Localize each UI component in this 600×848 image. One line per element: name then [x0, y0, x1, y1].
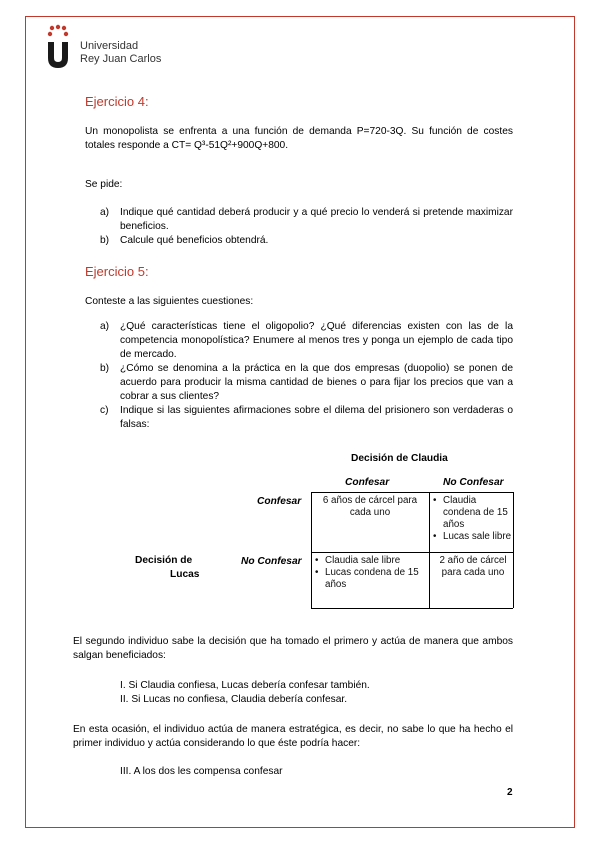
ejercicio-4-list [85, 206, 513, 248]
list-item: b) Calcule qué beneficios obtendrá. [100, 235, 269, 246]
outcomes-list-2 [120, 765, 283, 779]
column-no-confesar: No Confesar [443, 477, 504, 488]
row-header-line2: Lucas [170, 569, 200, 580]
follow-paragraph-2: En esta ocasión, el individuo actúa de manera estratégica, es decir, no sabe lo que ha hecho el primer individuo y actúa considerando lo que éste podría hacer: [73, 724, 513, 749]
outcome-i: I. Si Claudia confiesa, Lucas debería confesar también. [120, 680, 370, 691]
cell-no-confesar-confesar: • Claudia sale libre • Lucas condena de 15 años [315, 555, 425, 591]
outcomes-list-1 [120, 679, 370, 707]
ejercicio-5-intro: Conteste a las siguientes cuestiones: [85, 296, 254, 307]
outcome-ii: II. Si Lucas no confiesa, Claudia debería confesar. [120, 694, 348, 705]
cell-confesar-no-confesar: • Claudia condena de 15 años • Lucas sale libre [433, 495, 513, 543]
ejercicio-5-list [85, 320, 513, 432]
logo-name-line1: Universidad [80, 40, 139, 52]
column-confesar: Confesar [345, 477, 390, 488]
ejercicio-5-title: Ejercicio 5: [85, 264, 149, 279]
follow-paragraph-1: El segundo individuo sabe la decisión que ha tomado el primero y actúa de manera que ambos salgan beneficiados: [73, 636, 513, 661]
row-no-confesar: No Confesar [241, 556, 302, 567]
outcome-iii: III. A los dos les compensa confesar [120, 766, 283, 777]
list-item: a) ¿Qué características tiene el oligopolio? ¿Qué diferencias existen con las de la competencia monopolística? Enumere al menos tres y ponga un ejemplo de cada tipo de mercado. [100, 321, 513, 360]
cell-no-confesar-no-confesar: 2 año de cárcel para cada uno [439, 555, 507, 578]
row-confesar: Confesar [257, 496, 302, 507]
list-item: b) ¿Cómo se denomina a la práctica en la que dos empresas (duopolio) se ponen de acuerdo para producir la misma cantidad de bienes o para fijar los precios que van a cobrar a sus clientes? [100, 363, 513, 402]
list-item: a) Indique qué cantidad deberá producir y a qué precio lo venderá si pretende maximizar beneficios. [100, 207, 513, 232]
column-header: Decisión de Claudia [351, 453, 448, 464]
ejercicio-4-title: Ejercicio 4: [85, 94, 149, 109]
se-pide-label: Se pide: [85, 179, 123, 190]
page-number: 2 [507, 787, 513, 798]
list-item: c) Indique si las siguientes afirmaciones sobre el dilema del prisionero son verdaderas o falsas: [100, 405, 513, 430]
prisoners-dilemma-table [85, 450, 513, 610]
logo-name-line2: Rey Juan Carlos [80, 53, 162, 65]
cell-confesar-confesar: 6 años de cárcel para cada uno [322, 495, 418, 518]
ejercicio-4-statement: Un monopolista se enfrenta a una función de demanda P=720-3Q. Su función de costes totales responde a CT= Q³-51Q²+900Q+800. [85, 126, 513, 151]
row-header-line1: Decisión de [135, 555, 193, 566]
urjc-logo-icon [46, 24, 70, 68]
